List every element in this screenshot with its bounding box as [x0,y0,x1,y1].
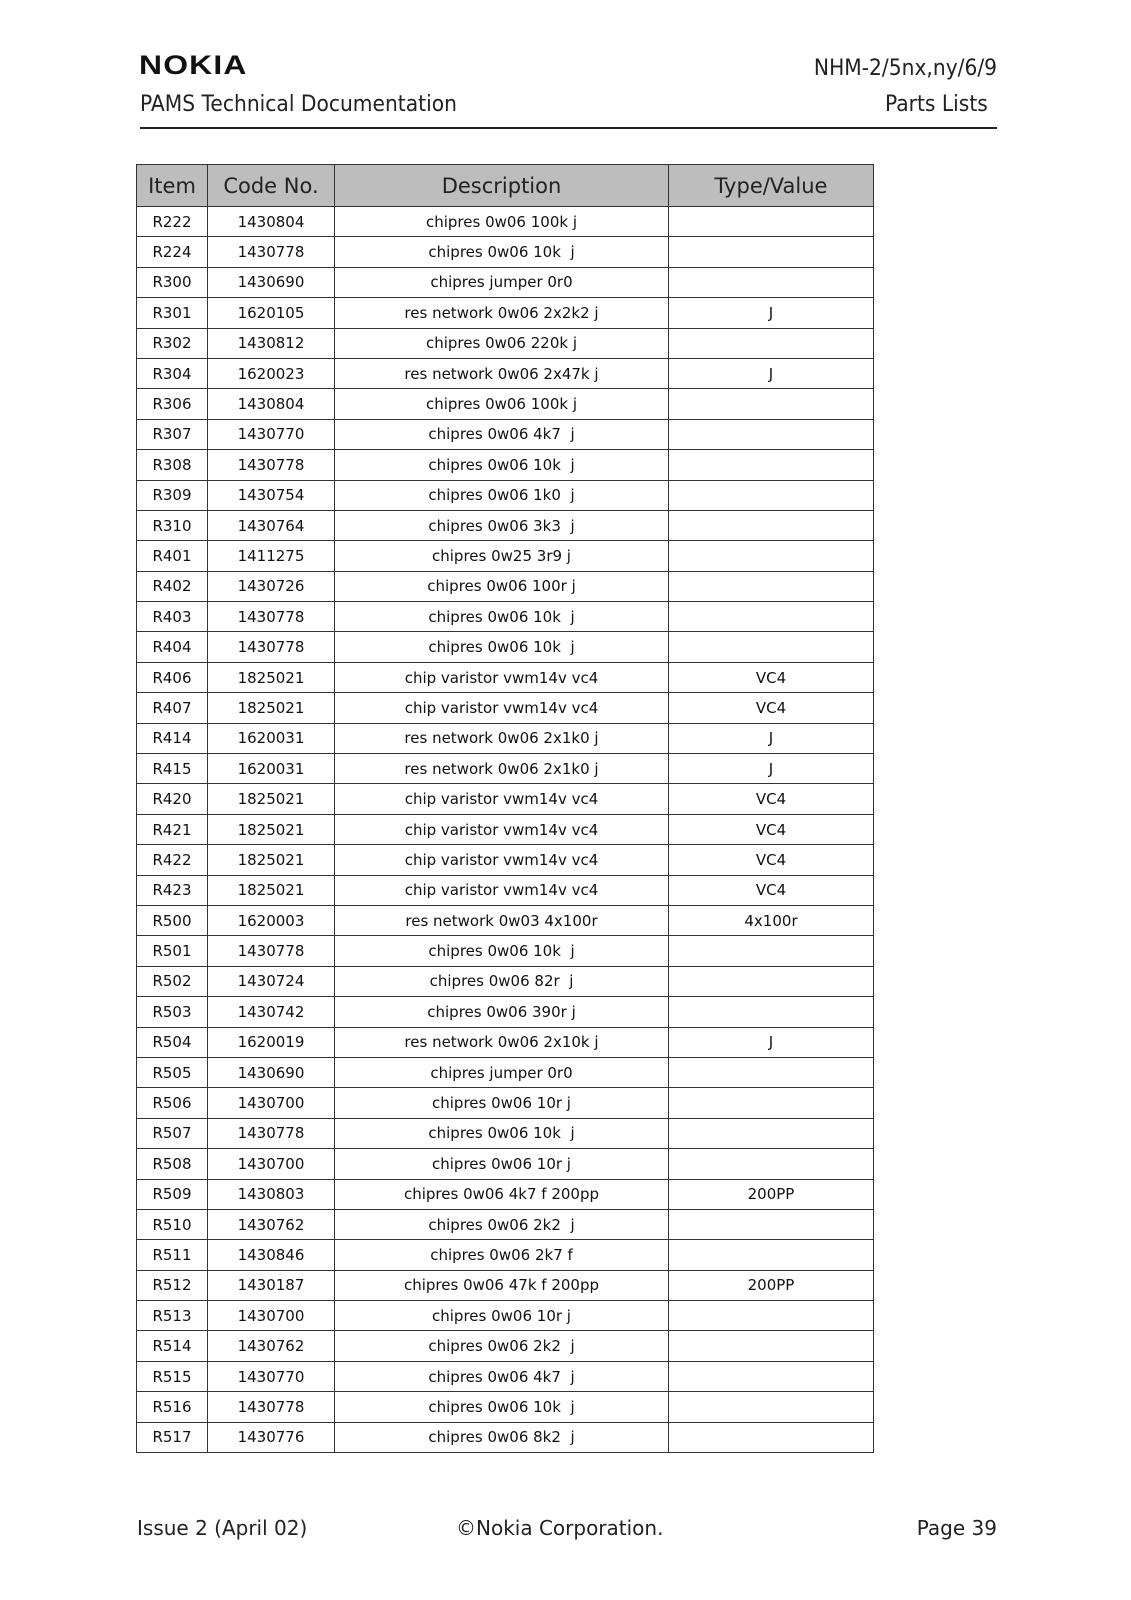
cell-item: R404 [137,632,208,662]
table-row [137,693,874,723]
cell-type-value: VC4 [669,845,874,875]
cell-code: 1430764 [208,510,335,540]
cell-code: 1825021 [208,784,335,814]
table-row [137,1209,874,1239]
cell-type-value [669,450,874,480]
cell-description: chipres 0w06 3k3 j [335,510,669,540]
cell-item: R513 [137,1301,208,1331]
cell-type-value [669,389,874,419]
cell-description: chipres 0w06 82r j [335,966,669,996]
table-row [137,1301,874,1331]
cell-type-value: J [669,754,874,784]
cell-item: R512 [137,1270,208,1300]
cell-item: R415 [137,754,208,784]
cell-type-value [669,541,874,571]
cell-type-value [669,267,874,297]
cell-type-value [669,1361,874,1391]
table-row [137,358,874,388]
cell-code: 1430770 [208,419,335,449]
cell-description: chip varistor vwm14v vc4 [335,693,669,723]
cell-type-value: J [669,358,874,388]
table-row [137,1088,874,1118]
cell-code: 1430754 [208,480,335,510]
cell-item: R500 [137,905,208,935]
cell-description: chipres 0w06 4k7 j [335,1361,669,1391]
cell-item: R308 [137,450,208,480]
cell-type-value [669,480,874,510]
table-row [137,510,874,540]
cell-item: R403 [137,602,208,632]
cell-type-value: 200PP [669,1179,874,1209]
cell-code: 1825021 [208,845,335,875]
cell-type-value: J [669,298,874,328]
cell-item: R407 [137,693,208,723]
cell-type-value [669,1209,874,1239]
cell-description: res network 0w06 2x1k0 j [335,723,669,753]
cell-description: chipres 0w06 10k j [335,1118,669,1148]
cell-item: R507 [137,1118,208,1148]
table-row [137,845,874,875]
cell-code: 1825021 [208,693,335,723]
cell-code: 1430846 [208,1240,335,1270]
cell-description: res network 0w06 2x10k j [335,1027,669,1057]
table-row [137,1422,874,1452]
cell-item: R509 [137,1179,208,1209]
parts-table [136,164,874,1453]
cell-item: R423 [137,875,208,905]
cell-item: R503 [137,997,208,1027]
cell-item: R511 [137,1240,208,1270]
cell-code: 1620003 [208,905,335,935]
cell-code: 1430804 [208,389,335,419]
cell-item: R515 [137,1361,208,1391]
cell-description: chipres 0w06 4k7 f 200pp [335,1179,669,1209]
table-row [137,997,874,1027]
cell-description: chipres 0w06 100r j [335,571,669,601]
cell-description: chipres 0w06 10k j [335,237,669,267]
table-row [137,328,874,358]
table-row [137,632,874,662]
cell-item: R517 [137,1422,208,1452]
cell-item: R505 [137,1057,208,1087]
table-row [137,450,874,480]
cell-description: chipres 0w06 2k2 j [335,1209,669,1239]
column-header-code: Code No. [208,165,335,207]
cell-description: res network 0w06 2x1k0 j [335,754,669,784]
cell-type-value [669,1301,874,1331]
cell-description: chipres 0w06 10r j [335,1149,669,1179]
table-row [137,875,874,905]
cell-code: 1430778 [208,1118,335,1148]
cell-type-value [669,1422,874,1452]
cell-description: chipres 0w06 220k j [335,328,669,358]
cell-code: 1430803 [208,1179,335,1209]
cell-description: chip varistor vwm14v vc4 [335,845,669,875]
table-row [137,784,874,814]
cell-type-value: J [669,1027,874,1057]
header-rule [140,127,997,129]
cell-item: R307 [137,419,208,449]
table-row [137,662,874,692]
cell-item: R510 [137,1209,208,1239]
cell-description: chip varistor vwm14v vc4 [335,814,669,844]
cell-type-value: 4x100r [669,905,874,935]
cell-item: R402 [137,571,208,601]
cell-description: chipres 0w06 10r j [335,1088,669,1118]
cell-type-value [669,1118,874,1148]
table-row [137,1027,874,1057]
cell-code: 1411275 [208,541,335,571]
cell-description: chipres 0w06 10k j [335,602,669,632]
table-row [137,389,874,419]
cell-type-value [669,1149,874,1179]
cell-code: 1430778 [208,237,335,267]
cell-type-value [669,419,874,449]
cell-description: chipres 0w06 47k f 200pp [335,1270,669,1300]
cell-description: chipres 0w06 10k j [335,450,669,480]
cell-type-value [669,602,874,632]
cell-type-value: VC4 [669,662,874,692]
cell-code: 1430724 [208,966,335,996]
cell-item: R301 [137,298,208,328]
table-row [137,541,874,571]
cell-code: 1430778 [208,1392,335,1422]
cell-item: R516 [137,1392,208,1422]
cell-description: chipres 0w06 8k2 j [335,1422,669,1452]
cell-item: R422 [137,845,208,875]
table-row [137,1392,874,1422]
cell-description: chipres 0w06 2k7 f [335,1240,669,1270]
cell-type-value: VC4 [669,693,874,723]
cell-item: R506 [137,1088,208,1118]
cell-code: 1620023 [208,358,335,388]
cell-type-value [669,936,874,966]
cell-code: 1430778 [208,450,335,480]
cell-item: R406 [137,662,208,692]
cell-description: chipres 0w06 1k0 j [335,480,669,510]
cell-type-value: VC4 [669,875,874,905]
cell-description: chip varistor vwm14v vc4 [335,875,669,905]
cell-code: 1430690 [208,1057,335,1087]
section-title: Parts Lists [885,92,988,117]
table-row [137,966,874,996]
table-row [137,1057,874,1087]
cell-code: 1430187 [208,1270,335,1300]
cell-type-value [669,571,874,601]
cell-code: 1430776 [208,1422,335,1452]
table-row [137,419,874,449]
cell-description: res network 0w06 2x2k2 j [335,298,669,328]
cell-item: R414 [137,723,208,753]
table-header-row [137,165,874,207]
cell-code: 1430700 [208,1149,335,1179]
cell-description: chipres jumper 0r0 [335,1057,669,1087]
cell-item: R501 [137,936,208,966]
cell-type-value: 200PP [669,1270,874,1300]
cell-item: R310 [137,510,208,540]
cell-type-value [669,1088,874,1118]
cell-item: R304 [137,358,208,388]
document-title: PAMS Technical Documentation [140,92,457,117]
cell-description: res network 0w06 2x47k j [335,358,669,388]
cell-description: chip varistor vwm14v vc4 [335,784,669,814]
cell-description: chip varistor vwm14v vc4 [335,662,669,692]
cell-code: 1430742 [208,997,335,1027]
cell-code: 1825021 [208,875,335,905]
cell-code: 1430700 [208,1088,335,1118]
cell-item: R502 [137,966,208,996]
cell-code: 1430804 [208,207,335,237]
cell-type-value [669,328,874,358]
cell-code: 1430778 [208,632,335,662]
cell-code: 1620031 [208,723,335,753]
table-row [137,1331,874,1361]
column-header-item: Item [137,165,208,207]
table-row [137,754,874,784]
cell-type-value [669,1240,874,1270]
cell-code: 1430726 [208,571,335,601]
cell-code: 1430770 [208,1361,335,1391]
cell-type-value: J [669,723,874,753]
table-row [137,723,874,753]
cell-code: 1620019 [208,1027,335,1057]
cell-item: R224 [137,237,208,267]
cell-code: 1430812 [208,328,335,358]
cell-code: 1430762 [208,1331,335,1361]
cell-code: 1430690 [208,267,335,297]
table-row [137,237,874,267]
column-header-type-value: Type/Value [669,165,874,207]
table-row [137,267,874,297]
cell-type-value: VC4 [669,814,874,844]
cell-item: R420 [137,784,208,814]
column-header-description: Description [335,165,669,207]
model-number: NHM-2/5nx,ny/6/9 [813,56,997,81]
cell-code: 1620031 [208,754,335,784]
table-row [137,298,874,328]
cell-type-value [669,510,874,540]
cell-item: R514 [137,1331,208,1361]
cell-description: chipres 0w06 100k j [335,207,669,237]
cell-code: 1825021 [208,814,335,844]
cell-description: chipres 0w06 4k7 j [335,419,669,449]
table-row [137,1240,874,1270]
cell-code: 1430778 [208,602,335,632]
cell-code: 1620105 [208,298,335,328]
cell-description: chipres 0w06 390r j [335,997,669,1027]
cell-description: chipres jumper 0r0 [335,267,669,297]
table-row [137,1118,874,1148]
table-row [137,936,874,966]
parts-table-body [137,207,874,1453]
table-row [137,1361,874,1391]
cell-type-value [669,237,874,267]
table-row [137,1179,874,1209]
footer-issue: Issue 2 (April 02) [137,1516,308,1540]
cell-type-value [669,632,874,662]
cell-description: chipres 0w06 2k2 j [335,1331,669,1361]
cell-description: chipres 0w25 3r9 j [335,541,669,571]
cell-type-value [669,1331,874,1361]
footer-page-number: Page 39 [916,1516,997,1540]
cell-item: R222 [137,207,208,237]
cell-item: R401 [137,541,208,571]
cell-code: 1430700 [208,1301,335,1331]
table-row [137,571,874,601]
cell-code: 1430762 [208,1209,335,1239]
cell-type-value [669,997,874,1027]
table-row [137,1270,874,1300]
cell-code: 1430778 [208,936,335,966]
nokia-logo: NOKIA [139,50,248,80]
table-row [137,1149,874,1179]
cell-item: R508 [137,1149,208,1179]
cell-type-value [669,966,874,996]
cell-type-value [669,1057,874,1087]
cell-type-value: VC4 [669,784,874,814]
cell-description: chipres 0w06 10k j [335,936,669,966]
cell-item: R302 [137,328,208,358]
footer-copyright: ©Nokia Corporation. [456,1516,664,1540]
table-row [137,905,874,935]
cell-type-value [669,1392,874,1422]
cell-description: chipres 0w06 10r j [335,1301,669,1331]
cell-item: R306 [137,389,208,419]
cell-item: R504 [137,1027,208,1057]
table-row [137,207,874,237]
cell-item: R421 [137,814,208,844]
table-row [137,814,874,844]
cell-description: chipres 0w06 100k j [335,389,669,419]
cell-item: R300 [137,267,208,297]
cell-code: 1825021 [208,662,335,692]
cell-type-value [669,207,874,237]
table-row [137,480,874,510]
cell-description: chipres 0w06 10k j [335,632,669,662]
cell-item: R309 [137,480,208,510]
cell-description: chipres 0w06 10k j [335,1392,669,1422]
table-row [137,602,874,632]
cell-description: res network 0w03 4x100r [335,905,669,935]
